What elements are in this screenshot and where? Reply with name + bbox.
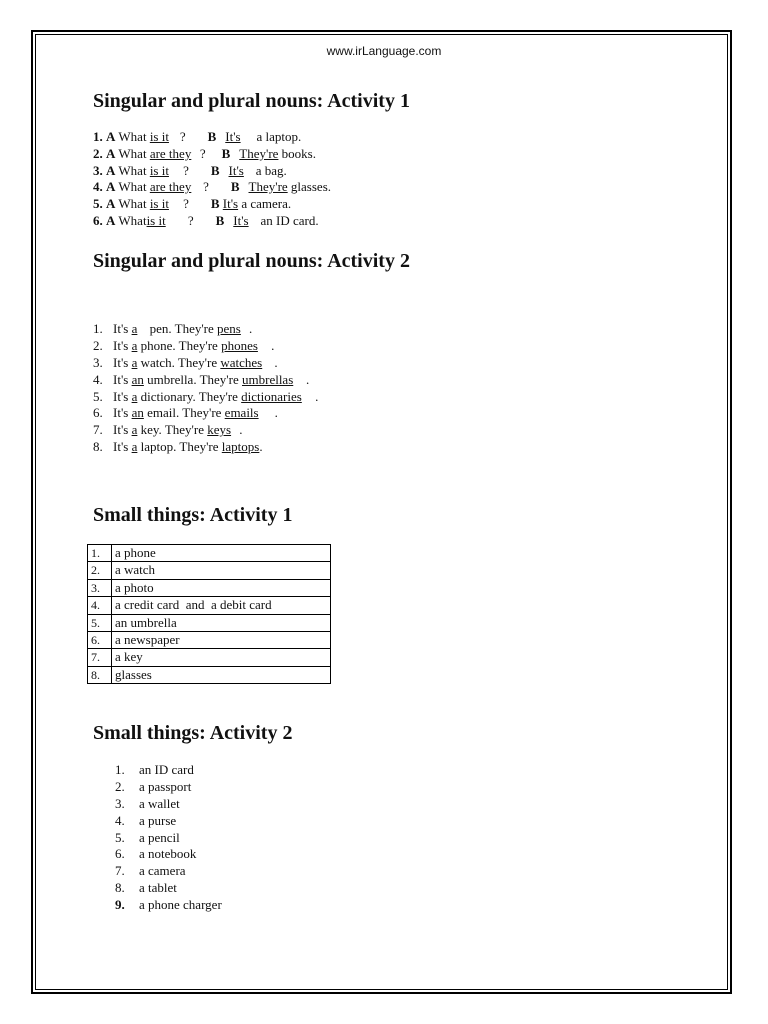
list-item: 6. a notebook — [115, 846, 197, 862]
table-row: 5. an umbrella — [88, 614, 331, 631]
list-item: 2. a passport — [115, 778, 192, 794]
section-title-small-things-1: Small things: Activity 1 — [93, 504, 293, 526]
activity2-row-7: 7. It's a key. They're keys . — [93, 422, 243, 438]
activity2-row-8: 8. It's a laptop. They're laptops. — [93, 439, 263, 455]
list-item: 9. a phone charger — [115, 897, 222, 913]
table-row: 1. a phone — [88, 545, 331, 562]
section-title-singular-plural-1: Singular and plural nouns: Activity 1 — [93, 90, 410, 112]
activity1-list — [93, 129, 331, 230]
small-things-list — [115, 762, 222, 914]
activity2-row-3: 3. It's a watch. They're watches . — [93, 354, 278, 370]
list-item: 1. an ID card — [115, 762, 194, 777]
activity1-row-4: 4. A What are they ? B They're glasses. — [93, 179, 332, 195]
list-item: 3. a wallet — [115, 795, 180, 811]
activity2-row-1: 1. It's a pen. They're pens . — [93, 321, 253, 336]
activity1-row-2: 2. A What are they ? B They're books. — [93, 145, 316, 161]
activity2-row-4: 4. It's an umbrella. They're umbrellas . — [93, 371, 310, 387]
activity1-row-6: 6. A Whatis it ? B It's an ID card. — [93, 212, 319, 228]
activity2-row-5: 5. It's a dictionary. They're dictionaries . — [93, 388, 319, 404]
activity2-list — [93, 321, 318, 456]
list-item: 7. a camera — [115, 863, 186, 879]
list-item: 8. a tablet — [115, 880, 177, 896]
list-item: 4. a purse — [115, 812, 177, 828]
table-row: 6. a newspaper — [88, 631, 331, 648]
table-row: 7. a key — [88, 649, 331, 666]
table-row: 2. a watch — [88, 562, 331, 579]
table-row: 4. a credit card and a debit card — [88, 597, 331, 614]
activity2-row-6: 6. It's an email. They're emails . — [93, 405, 278, 421]
activity1-row-3: 3. A What is it ? B It's a bag. — [93, 162, 287, 178]
section-title-singular-plural-2: Singular and plural nouns: Activity 2 — [93, 250, 410, 272]
activity1-row-1: 1. A What is it ? B It's a laptop. — [93, 129, 302, 144]
activity1-row-5: 5. A What is it ? B It's a camera. — [93, 196, 292, 212]
list-item: 5. a pencil — [115, 829, 180, 845]
table-row: 3. a photo — [88, 579, 331, 596]
section-title-small-things-2: Small things: Activity 2 — [93, 722, 293, 744]
site-url: www.irLanguage.com — [326, 44, 442, 58]
activity2-row-2: 2. It's a phone. They're phones . — [93, 337, 275, 353]
table-row: 8. glasses — [88, 666, 331, 683]
small-things-table — [87, 544, 331, 684]
